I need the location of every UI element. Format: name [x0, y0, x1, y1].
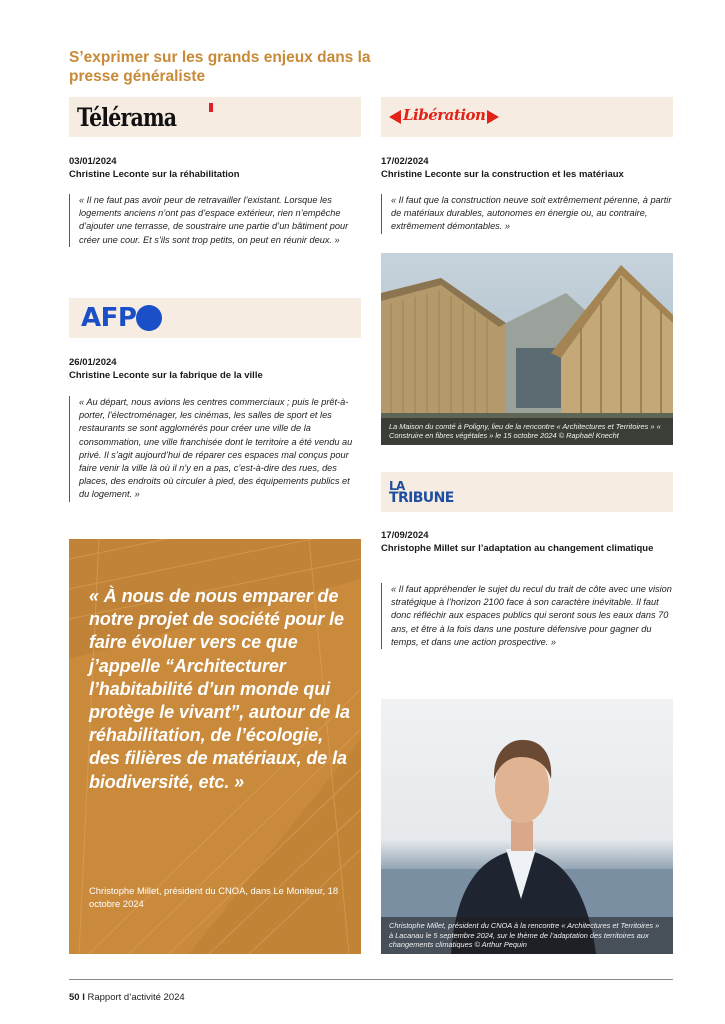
article-header-telerama [69, 156, 361, 181]
article-date: 03/01/2024 [69, 156, 117, 167]
article-quote: « Au départ, nous avions les centres commerciaux ; puis le prêt-à-porter, l’électroménager, les cinémas, les salles de sport et les restaurants se sont agglomérés pour créer une ville de la consommation, une ville franchisée dont le territoire a été vendu au privé. Il s’agit aujourd’hui de réparer ces espaces mal conçus pour faire venir la ville là où il n’y en a pas, c’est-à-dire des rues, des places, des endroits où circuler à pied, des équipements publics et du logement. » [69, 396, 361, 502]
article-title: Christophe Millet sur l’adaptation au changement climatique [381, 542, 654, 554]
pull-quote-text: « À nous de nous emparer de notre projet de société pour le faire évoluer vers ce que j’appelle “Architecturer l’habitabilité d’un monde qui protège le vivant”, autour de la réhabilitation, de l’écologie, des filières de matériaux, de la biodiversité, etc. » [89, 586, 350, 792]
la-tribune-logo-box [381, 472, 673, 512]
telerama-logo-box [69, 97, 361, 137]
pull-quote-attribution: Christophe Millet, président du CNOA, dans Le Moniteur, 18 octobre 2024 [89, 885, 339, 909]
liberation-arrow-left-icon [389, 110, 401, 124]
article-title: Christine Leconte sur la construction et les matériaux [381, 168, 624, 180]
article-quote: « Il faut que la construction neuve soit extrêmement pérenne, à partir de matériaux durables, autonomes en énergie ou, au contraire, extrêmement démontables. » [381, 194, 673, 234]
liberation-arrow-right-icon [487, 110, 499, 124]
page-footer [69, 992, 185, 1003]
la-tribune-logo: LA TRIBUNE [389, 479, 454, 506]
page-number: 50 I [69, 992, 85, 1003]
pull-quote-block [69, 539, 361, 954]
article-header-tribune [381, 530, 673, 555]
article-quote: « Il ne faut pas avoir peur de retravailler l’existant. Lorsque les logements anciens n’ont pas d’espace extérieur, rien n’empêche d’ajouter une terrasse, de soustraire une partie d’un bâtiment pour créer une cour. Et s’ils sont trop petits, on peut en réunir deux. » [69, 194, 361, 247]
house-illustration [381, 253, 673, 445]
footer-divider [69, 979, 673, 980]
liberation-logo-box [381, 97, 673, 137]
article-date: 17/02/2024 [381, 156, 429, 167]
article-quote: « Il faut appréhender le sujet du recul du trait de côte avec une vision stratégique à l’horizon 2100 face à son caractère inévitable. Il faut donc réfléchir aux espaces publics qui seront sous les eaux dans 70 ans, et être à la fois dans une posture défensive pour gagner du temps, et dans une action prospective. » [381, 583, 673, 649]
article-date: 17/09/2024 [381, 530, 429, 541]
photo-caption: Christophe Millet, président du CNOA à la rencontre « Architectures et Territoires » à Lacanau le 5 septembre 2024, sur le thème de l’adaptation des territoires aux changements climatiques © Arthur Pequin [381, 917, 673, 954]
photo-christophe-millet [381, 699, 673, 954]
afp-logo-box [69, 298, 361, 338]
telerama-logo: Télérama [77, 103, 177, 132]
afp-logo: AFP [81, 303, 137, 333]
liberation-logo: Libération [389, 106, 499, 125]
article-header-liberation [381, 156, 673, 181]
photo-caption: La Maison du comté à Poligny, lieu de la rencontre « Architectures et Territoires » « Construire en fibres végétales » le 15 octobre 2024 © Raphaël Knecht [381, 418, 673, 445]
section-title: S’exprimer sur les grands enjeux dans la presse généraliste [69, 49, 371, 85]
portrait-illustration [381, 699, 673, 954]
article-header-afp [69, 357, 361, 382]
telerama-accent-mark [209, 103, 213, 112]
article-title: Christine Leconte sur la réhabilitation [69, 168, 240, 180]
article-date: 26/01/2024 [69, 357, 117, 368]
article-title: Christine Leconte sur la fabrique de la ville [69, 369, 263, 381]
report-label: Rapport d’activité 2024 [87, 992, 185, 1003]
afp-dot-icon [136, 305, 162, 331]
photo-maison-du-comte [381, 253, 673, 445]
